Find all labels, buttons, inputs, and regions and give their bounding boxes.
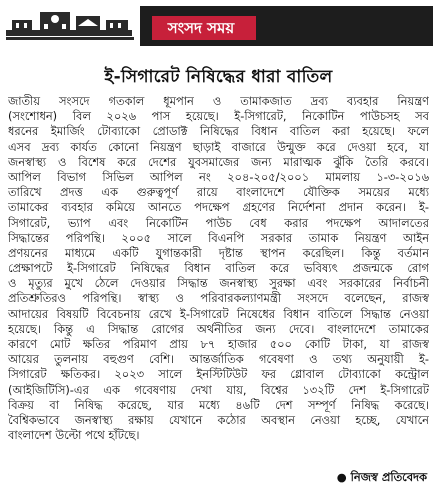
article-headline: ই-সিগারেট নিষিদ্ধের ধারা বাতিল bbox=[104, 67, 333, 87]
body-line: কারণে মোট ক্ষতির পরিমাণ প্রায় ৮৭ হাজার ৫০০ কোটি টাকা, যা রাজস্ব bbox=[8, 337, 429, 351]
body-line: বাংলাদেশ উল্টো পথে হাঁটছে। bbox=[8, 428, 140, 443]
body-line: হয়েছে। কিন্তু এ সিদ্ধান্ত রোগের অর্থনীতির জন্য দেবে। বাংলাদেশে তামাকের bbox=[8, 321, 429, 336]
body-line: (আইজিটিসি)-এর এক গবেষণায় দেখা যায়, বিশ্বের ১৩২টি দেশ ই-সিগারেট bbox=[8, 382, 429, 397]
section-masthead bbox=[4, 6, 433, 46]
body-line: সিগারেট ক্ষতিকর। ২০২৩ সালে ইনস্টিটিউট ফর গ্লোবাল টোব্যাকো কন্ট্রোল bbox=[8, 367, 429, 382]
body-line: ও মৃত্যুর মুখে ঠেলে দেওয়ার সিদ্ধান্ত জনস্বাস্থ্য সুরক্ষা এবং সরকারের নির্বাচনী bbox=[8, 276, 429, 291]
body-line: ধরনের ইমার্জিং টোব্যাকো প্রোডাক্ট নিষিদ্ধের বিধান বাতিল করা হয়েছে। ফলে bbox=[8, 124, 429, 139]
body-line: (সংশোধন) বিল ২০২৬ পাস হয়েছে। ই-সিগারেট, নিকোটিন পাউচসহ সব bbox=[8, 109, 429, 124]
body-line: সিদ্ধান্তের পরিপন্থি। ২০০৫ সালে বিএনপি সরকার তামাক নিয়ন্ত্রণ আইন bbox=[8, 230, 429, 245]
body-line: প্রতিশ্রুতিরও পরিপন্থি। স্বাস্থ্য ও পরিবারকল্যাণমন্ত্রী সংসদে বলেছেন, রাজস্ব bbox=[8, 291, 429, 306]
body-line: এসব দ্রব্য কার্যত কোনো নিয়ন্ত্রণ ছাড়াই বাজারে উন্মুক্ত করে দেওয়া হবে, যা bbox=[8, 139, 429, 154]
body-line: আপিল বিভাগ সিভিল আপিল নং ২০৪-২০৫/২০০১ মামলায় ১-৩-২০১৬ bbox=[8, 169, 429, 184]
body-line: তারিখে প্রদত্ত এক গুরুত্বপূর্ণ রায়ে বাংলাদেশে যৌক্তিক সময়ের মধ্যে bbox=[8, 185, 429, 200]
masthead-rule bbox=[6, 37, 134, 40]
parliament-building-icon bbox=[4, 6, 134, 40]
body-line: তামাকের ব্যবহার কমিয়ে আনতে পদক্ষেপ গ্রহণের নির্দেশনা প্রদান করেন। ই- bbox=[8, 200, 429, 215]
body-line: জাতীয় সংসদে গতকাল ধূমপান ও তামাকজাত দ্রব্য ব্যবহার নিয়ন্ত্রণ bbox=[8, 94, 429, 108]
body-line: আদায়ের বিষয়টি বিবেচনায় রেখে ই-সিগারেট নিষেধের বিধান বাতিলে সিদ্ধান্ত নেওয়া bbox=[8, 306, 429, 321]
parliament-illustration bbox=[4, 6, 134, 46]
body-line: বৈশ্বিকভাবে জনস্বাস্থ্য রক্ষায় যেখানে কঠোর অবস্থান নেওয়া হচ্ছে, যেখানে bbox=[8, 412, 429, 427]
body-line: সিগারেট, ভ্যাপ এবং নিকোটিন পাউচ বেধ করার পদক্ষেপ আদালতের bbox=[8, 215, 429, 230]
body-line: প্রণয়নের মাধ্যমে একটি যুগান্তকারী দৃষ্টান্ত স্থাপন করেছিল। কিন্তু বর্তমান bbox=[8, 245, 429, 260]
body-line: বিক্রয় বা নিষিদ্ধ করেছে, যার মধ্যে ৪৬টি দেশ সম্পূর্ণ নিষিদ্ধ করেছে। bbox=[8, 397, 429, 412]
article-body bbox=[8, 94, 429, 478]
section-title: সংসদ সময় bbox=[152, 16, 250, 40]
body-line: প্রেক্ষাপটে ই-সিগারেট নিষিদ্ধের বিধান বাতিল করে ভবিষ্যৎ প্রজন্মকে রোগ bbox=[8, 261, 429, 276]
body-line: জনস্বাস্থ্য ও বিশেষ করে দেশের যুবসমাজের জন্য মারাত্মক ঝুঁকি তৈরি করবে। bbox=[8, 154, 429, 169]
body-line: আয়ের তুলনায় বহুগুণ বেশি। আন্তর্জাতিক গবেষণা ও তথ্য অনুযায়ী ই- bbox=[8, 352, 429, 367]
byline: ● নিজস্ব প্রতিবেদক bbox=[336, 470, 427, 484]
